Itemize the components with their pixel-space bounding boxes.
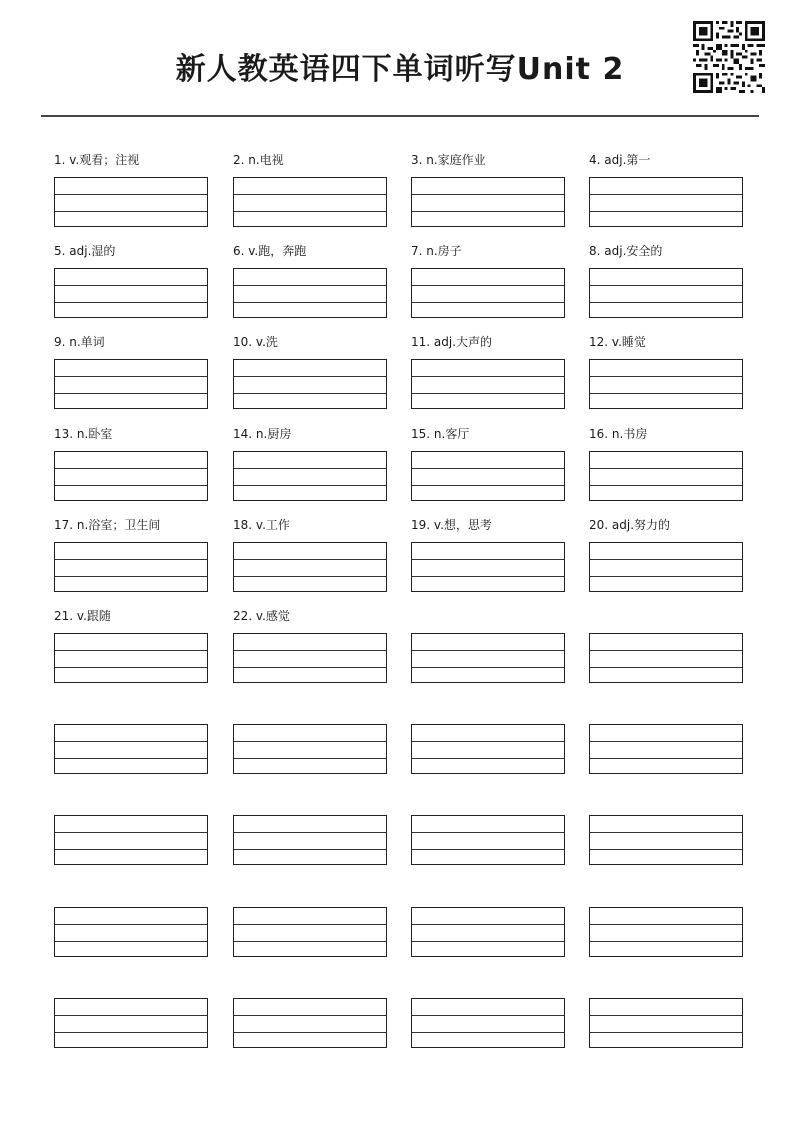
writing-line [412, 758, 564, 759]
answer-box[interactable] [411, 724, 565, 774]
word-prompt: 7. n.房子 [411, 244, 462, 258]
word-prompt: 5. adj.湿的 [54, 244, 116, 258]
writing-line [234, 376, 386, 377]
writing-line [590, 393, 742, 394]
answer-box[interactable] [589, 177, 743, 227]
writing-line [590, 302, 742, 303]
writing-line [55, 924, 207, 925]
writing-line [590, 576, 742, 577]
writing-line [412, 1015, 564, 1016]
word-prompt: 10. v.洗 [233, 335, 278, 349]
word-prompt: 21. v.跟随 [54, 609, 111, 623]
writing-line [234, 485, 386, 486]
writing-line [234, 576, 386, 577]
writing-line [412, 849, 564, 850]
answer-box[interactable] [233, 177, 387, 227]
word-prompt: 3. n.家庭作业 [411, 153, 486, 167]
writing-line [234, 393, 386, 394]
answer-box[interactable] [54, 998, 208, 1048]
writing-line [55, 485, 207, 486]
writing-line [234, 468, 386, 469]
word-prompt: 19. v.想，思考 [411, 518, 492, 532]
answer-box[interactable] [233, 268, 387, 318]
writing-line [234, 650, 386, 651]
writing-line [412, 924, 564, 925]
writing-line [590, 667, 742, 668]
answer-box[interactable] [54, 815, 208, 865]
writing-line [590, 194, 742, 195]
writing-line [234, 849, 386, 850]
writing-line [412, 194, 564, 195]
writing-line [234, 832, 386, 833]
writing-line [590, 924, 742, 925]
writing-line [234, 758, 386, 759]
word-prompt: 13. n.卧室 [54, 427, 113, 441]
writing-line [590, 376, 742, 377]
answer-box[interactable] [54, 177, 208, 227]
writing-line [412, 559, 564, 560]
writing-line [55, 758, 207, 759]
word-prompt: 4. adj.第一 [589, 153, 651, 167]
writing-line [55, 302, 207, 303]
writing-line [55, 211, 207, 212]
writing-line [590, 468, 742, 469]
writing-line [55, 285, 207, 286]
answer-box[interactable] [589, 998, 743, 1048]
writing-line [412, 741, 564, 742]
writing-line [590, 1032, 742, 1033]
writing-line [55, 650, 207, 651]
writing-line [55, 393, 207, 394]
writing-line [590, 650, 742, 651]
writing-line [590, 758, 742, 759]
answer-box[interactable] [54, 268, 208, 318]
answer-box[interactable] [411, 542, 565, 592]
writing-line [412, 485, 564, 486]
writing-line [55, 667, 207, 668]
writing-line [412, 832, 564, 833]
writing-line [590, 485, 742, 486]
writing-line [234, 667, 386, 668]
writing-line [55, 1032, 207, 1033]
answer-box[interactable] [54, 724, 208, 774]
word-prompt: 14. n.厨房 [233, 427, 292, 441]
writing-line [412, 376, 564, 377]
writing-line [234, 924, 386, 925]
word-prompt: 18. v.工作 [233, 518, 290, 532]
answer-box[interactable] [54, 451, 208, 501]
answer-box[interactable] [589, 907, 743, 957]
answer-box[interactable] [233, 633, 387, 683]
answer-box[interactable] [589, 724, 743, 774]
writing-line [590, 941, 742, 942]
word-prompt: 9. n.单词 [54, 335, 105, 349]
answer-box[interactable] [589, 542, 743, 592]
writing-line [234, 211, 386, 212]
writing-line [234, 285, 386, 286]
answer-box[interactable] [411, 633, 565, 683]
answer-box[interactable] [233, 359, 387, 409]
writing-line [590, 832, 742, 833]
writing-line [55, 376, 207, 377]
writing-line [412, 211, 564, 212]
word-prompt: 22. v.感觉 [233, 609, 290, 623]
answer-box[interactable] [589, 359, 743, 409]
writing-line [412, 941, 564, 942]
writing-line [55, 832, 207, 833]
writing-line [412, 302, 564, 303]
writing-line [590, 849, 742, 850]
answer-box[interactable] [589, 815, 743, 865]
writing-line [234, 559, 386, 560]
answer-box[interactable] [233, 998, 387, 1048]
writing-line [590, 211, 742, 212]
writing-line [55, 1015, 207, 1016]
answer-box[interactable] [233, 815, 387, 865]
word-prompt: 8. adj.安全的 [589, 244, 663, 258]
answer-box[interactable] [411, 815, 565, 865]
answer-box[interactable] [233, 907, 387, 957]
writing-line [55, 941, 207, 942]
writing-line [412, 667, 564, 668]
writing-line [234, 1032, 386, 1033]
answer-box[interactable] [54, 542, 208, 592]
answer-box[interactable] [411, 177, 565, 227]
writing-line [55, 849, 207, 850]
word-prompt: 1. v.观看；注视 [54, 153, 140, 167]
writing-line [55, 741, 207, 742]
writing-line [412, 393, 564, 394]
writing-line [412, 576, 564, 577]
answer-box[interactable] [54, 359, 208, 409]
answer-box[interactable] [411, 998, 565, 1048]
word-prompt: 6. v.跑，奔跑 [233, 244, 307, 258]
answer-box[interactable] [54, 633, 208, 683]
writing-line [55, 468, 207, 469]
writing-line [234, 1015, 386, 1016]
word-prompt: 17. n.浴室；卫生间 [54, 518, 161, 532]
writing-line [234, 302, 386, 303]
answer-box[interactable] [233, 542, 387, 592]
word-prompt: 15. n.客厅 [411, 427, 470, 441]
answer-box[interactable] [589, 451, 743, 501]
writing-line [55, 576, 207, 577]
answer-box[interactable] [589, 268, 743, 318]
writing-line [590, 1015, 742, 1016]
writing-line [590, 741, 742, 742]
writing-line [412, 1032, 564, 1033]
answer-box[interactable] [233, 724, 387, 774]
word-prompt: 2. n.电视 [233, 153, 284, 167]
answer-box[interactable] [411, 268, 565, 318]
answer-box[interactable] [411, 907, 565, 957]
answer-box[interactable] [54, 907, 208, 957]
writing-line [234, 741, 386, 742]
word-prompt: 20. adj.努力的 [589, 518, 671, 532]
writing-line [590, 559, 742, 560]
answer-box[interactable] [411, 451, 565, 501]
answer-box[interactable] [411, 359, 565, 409]
writing-line [412, 468, 564, 469]
writing-line [55, 559, 207, 560]
word-prompt: 12. v.睡觉 [589, 335, 646, 349]
writing-line [412, 285, 564, 286]
writing-line [234, 941, 386, 942]
answer-box[interactable] [589, 633, 743, 683]
writing-line [55, 194, 207, 195]
writing-line [590, 285, 742, 286]
writing-line [412, 650, 564, 651]
answer-box[interactable] [233, 451, 387, 501]
word-prompt: 11. adj.大声的 [411, 335, 493, 349]
page-title: 新人教英语四下单词听写Unit 2 [175, 52, 625, 87]
word-prompt: 16. n.书房 [589, 427, 648, 441]
writing-line [234, 194, 386, 195]
